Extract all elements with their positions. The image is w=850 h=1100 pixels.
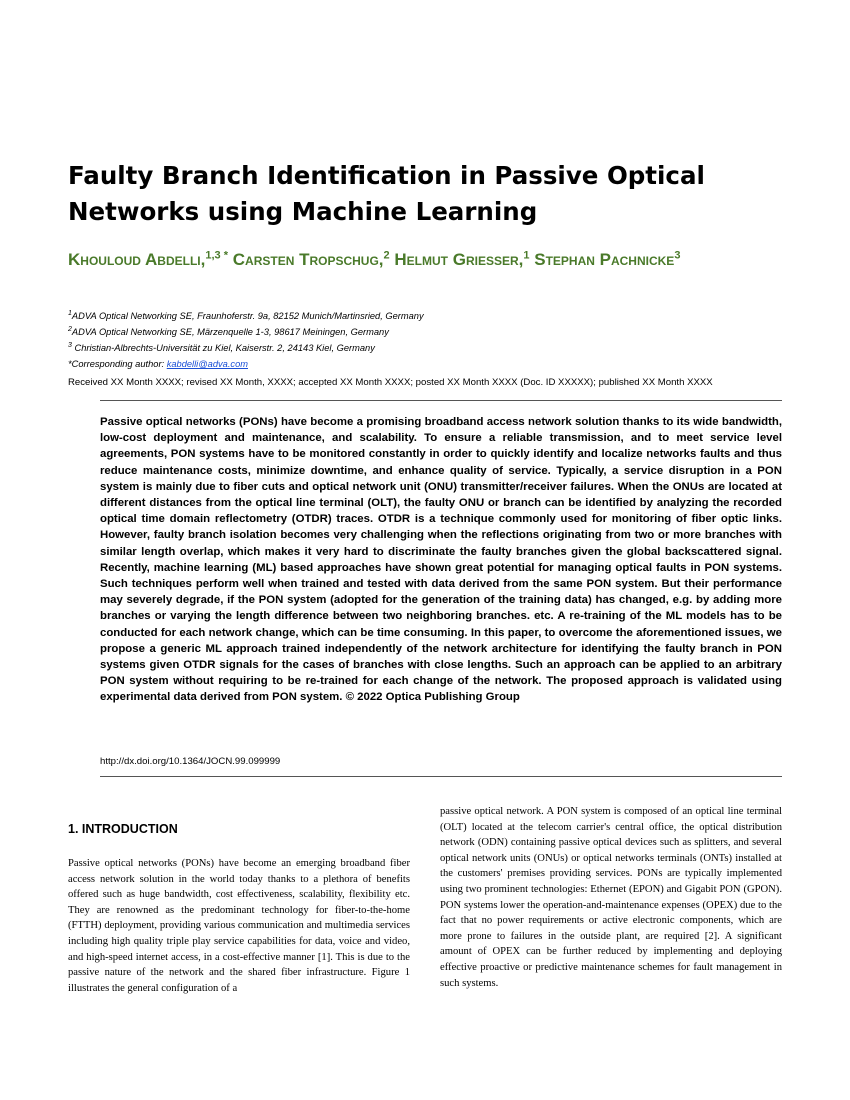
paper-title: Faulty Branch Identification in Passive Optical Networks using Machine Learning <box>68 161 705 226</box>
corresponding-label: *Corresponding author: <box>68 359 167 369</box>
affiliation-text: Christian-Albrechts-Universität zu Kiel, Kaiserstr. 2, 24143 Kiel, Germany <box>71 343 375 353</box>
abstract-bottom-rule <box>100 776 782 777</box>
affiliation-text: ADVA Optical Networking SE, Märzenquelle 1-3, 98617 Meiningen, Germany <box>71 327 389 337</box>
author-name: Stephan Pachnicke <box>534 250 675 269</box>
affiliation-line <box>68 308 768 324</box>
affiliations <box>68 308 768 372</box>
affiliation-marker: 1 <box>68 309 72 317</box>
affiliation-line <box>68 324 768 340</box>
affiliation-text: ADVA Optical Networking SE, Fraunhoferstr. 9a, 82152 Munich/Martinsried, Germany <box>71 311 424 321</box>
received-dates: Received XX Month XXXX; revised XX Month, XXXX; accepted XX Month XXXX; posted XX Month XXXX (Doc. ID XXXXX); published XX Month XXXX <box>68 377 713 388</box>
author-name: Helmut Griesser, <box>394 250 524 269</box>
author-affil-marker: 2 <box>383 249 390 262</box>
abstract-top-rule <box>100 400 782 401</box>
author-affil-marker: 1 <box>523 249 530 262</box>
author-affil-marker: 3 <box>674 249 681 262</box>
author-affil-marker: 1,3 * <box>205 249 229 262</box>
affiliation-line <box>68 340 768 356</box>
abstract: Passive optical networks (PONs) have become a promising broadband access network solution thanks to its wide bandwidth, low-cost deployment and maintenance, and scalability. To ensure a reliable transmission, and to meet service level agreements, PON systems have to be monitored constantly in order to quickly identify and localize networks faults and thus reduce maintenance costs, minimize downtime, and enhance quality of service. Typically, a service disruption in a PON system is mainly due to fiber cuts and optical network unit (ONU) transmitter/receiver failures. When the ONUs are located at different distances from the optical line terminal (OLT), the faulty ONU or branch can be identified by analyzing the recorded optical time domain reflectometry (OTDR) traces. OTDR is a technique commonly used for monitoring of fiber optic links. However, faulty branch isolation becomes very challenging when the reflections originating from two or more branches with similar length overlap, which makes it very hard to discriminate the faulty branches given the global backscattered signal. Recently, machine learning (ML) based approaches have shown great potential for managing optical faults in PON systems. Such techniques perform well when trained and tested with data derived from the same PON system. But their performance may severely degrade, if the PON system (adopted for the generation of the training data) has changed, e.g. by adding more branches or varying the length difference between two neighboring branches. etc. A re-training of the ML models has to be conducted for each network change, which can be time consuming. In this paper, to overcome the aforementioned issues, we propose a generic ML approach trained independently of the network architecture for identifying the faulty branch in PON systems given OTDR signals for the cases of branches with close lengths. Such an approach can be applied to an arbitrary PON system without requiring to be re-trained for each change of the network. The proposed approach is validated using experimental data derived from PON system. © 2022 Optica Publishing Group <box>100 416 782 704</box>
body-column-right: passive optical network. A PON system is composed of an optical line terminal (OLT) located at the telecom carrier's central office, the optical distribution network (ODN) containing passive optical devices such as splitters, and several optical network units (ONUs) or optical networks terminals (ONTs) installed at the customers' premises providing services. PONs are typically implemented using two prominent technologies: Ethernet (EPON) and Gigabit PON (GPON). PON systems lower the operation-and-maintenance expenses (OPEX) due to the fact that no power requirements or active electronic components, which are more prone to failures in the outside plant, are required [2]. A significant amount of OPEX can be further reduced by implementing and deploying effective proactive or predictive maintenance schemes for fault management in such systems. <box>440 806 782 989</box>
affiliation-marker: 3 <box>68 341 72 349</box>
corresponding-author <box>68 356 768 372</box>
author-name: Khouloud Abdelli, <box>68 250 206 269</box>
corresponding-email-link[interactable]: kabdelli@adva.com <box>166 359 248 369</box>
section-heading: 1. INTRODUCTION <box>68 822 178 836</box>
doi-link[interactable]: http://dx.doi.org/10.1364/JOCN.99.099999 <box>100 756 281 767</box>
author-name: Carsten Tropschug, <box>232 250 384 269</box>
author-list <box>68 246 788 274</box>
affiliation-marker: 2 <box>68 325 72 333</box>
body-column-left: Passive optical networks (PONs) have become an emerging broadband fiber access network solution in the world today thanks to a plethora of benefits offered such as huge bandwidth, cost effectiveness, scalability, flexibility etc. They are renowned as the predominant technology for fiber-to-the-home (FTTH) deployment, providing various communication and multimedia services including high quality triple play service capabilities for data, voice and video, and high-speed internet access, in a cost-effective manner [1]. This is due to the passive nature of the network and the shared fiber infrastructure. Figure 1 illustrates the general configuration of a <box>68 858 410 994</box>
